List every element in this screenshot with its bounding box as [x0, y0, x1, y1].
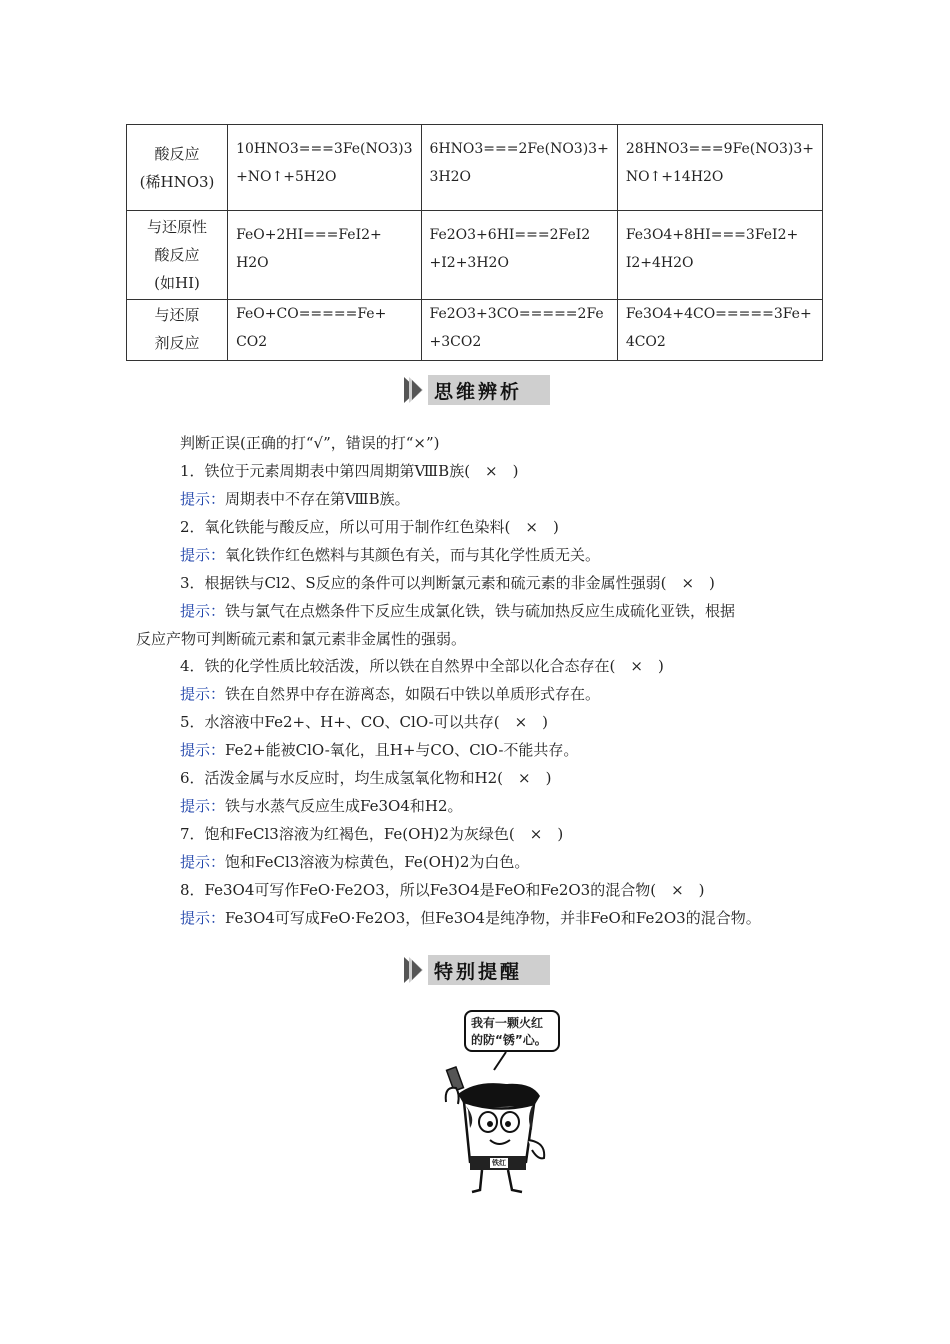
row-header: 酸反应 (稀HNO3)	[127, 125, 228, 211]
table-cell: 6HNO3===2Fe(NO3)3+ 3H2O	[421, 125, 617, 211]
arrow-icon	[402, 375, 428, 405]
table-cell: Fe3O4+8HI===3FeI2+ I2+4H2O	[617, 211, 822, 300]
reactions-table	[126, 124, 823, 361]
question-3: 3．根据铁与Cl2、S反应的条件可以判断氯元素和硫元素的非金属性强弱( × )	[180, 574, 715, 592]
hint-6: 提示：铁与水蒸气反应生成Fe3O4和H2。	[180, 797, 463, 815]
table-cell: Fe3O4+4CO=====3Fe+ 4CO2	[617, 300, 822, 361]
hint-3: 提示：铁与氯气在点燃条件下反应生成氯化铁，铁与硫加热反应生成硫化亚铁，根据	[180, 602, 736, 620]
question-4: 4．铁的化学性质比较活泼，所以铁在自然界中全部以化合态存在( × )	[180, 657, 664, 675]
section-banner-thinking	[402, 375, 550, 405]
hint-4: 提示：铁在自然界中存在游离态，如陨石中铁以单质形式存在。	[180, 685, 601, 703]
intro-text: 判断正误(正确的打“√”，错误的打“×”)	[180, 434, 440, 452]
table-cell: Fe2O3+6HI===2FeI2 +I2+3H2O	[421, 211, 617, 300]
hint-3-continued: 反应产物可判断硫元素和氯元素非金属性的强弱。	[136, 630, 467, 648]
row-header: 与还原性 酸反应 (如HI)	[127, 211, 228, 300]
speech-bubble: 我有一颗火红 的防“锈”心。	[464, 1010, 560, 1052]
table-cell: FeO+CO=====Fe+ CO2	[228, 300, 421, 361]
question-7: 7．饱和FeCl3溶液为红褐色，Fe(OH)2为灰绿色( × )	[180, 825, 564, 843]
question-5: 5．水溶液中Fe2+、H+、CO、ClO-可以共存( × )	[180, 713, 549, 731]
table-cell: 10HNO3===3Fe(NO3)3 +NO↑+5H2O	[228, 125, 421, 211]
hint-8: 提示：Fe3O4可写成FeO·Fe2O3，但Fe3O4是纯净物，并非FeO和Fe2O3的混合物。	[180, 909, 761, 927]
hint-2: 提示：氧化铁作红色燃料与其颜色有关，而与其化学性质无关。	[180, 546, 601, 564]
table-cell: Fe2O3+3CO=====2Fe +3CO2	[421, 300, 617, 361]
question-2: 2．氧化铁能与酸反应，所以可用于制作红色染料( × )	[180, 518, 559, 536]
row-header: 与还原 剂反应	[127, 300, 228, 361]
arrow-icon	[402, 955, 428, 985]
question-8: 8．Fe3O4可写作FeO·Fe2O3，所以Fe3O4是FeO和Fe2O3的混合物( × )	[180, 881, 705, 899]
table-row	[127, 211, 823, 300]
can-label: 铁红	[492, 1159, 506, 1167]
question-1: 1．铁位于元素周期表中第四周期第ⅧB族( × )	[180, 462, 519, 480]
question-6: 6．活泼金属与水反应时，均生成氢氧化物和H2( × )	[180, 769, 552, 787]
hint-1: 提示：周期表中不存在第ⅧB族。	[180, 490, 410, 508]
hint-7: 提示：饱和FeCl3溶液为棕黄色，Fe(OH)2为白色。	[180, 853, 530, 871]
paint-can-cartoon	[436, 1010, 566, 1200]
table-cell: 28HNO3===9Fe(NO3)3+ NO↑+14H2O	[617, 125, 822, 211]
paint-can-icon	[436, 1010, 566, 1200]
table-row	[127, 300, 823, 361]
table-row	[127, 125, 823, 211]
section-title: 特别提醒	[434, 960, 523, 983]
section-title: 思维辨析	[434, 380, 523, 403]
hint-5: 提示：Fe2+能被ClO-氧化，且H+与CO、ClO-不能共存。	[180, 741, 579, 759]
section-banner-reminder	[402, 955, 550, 985]
table-cell: FeO+2HI===FeI2+ H2O	[228, 211, 421, 300]
